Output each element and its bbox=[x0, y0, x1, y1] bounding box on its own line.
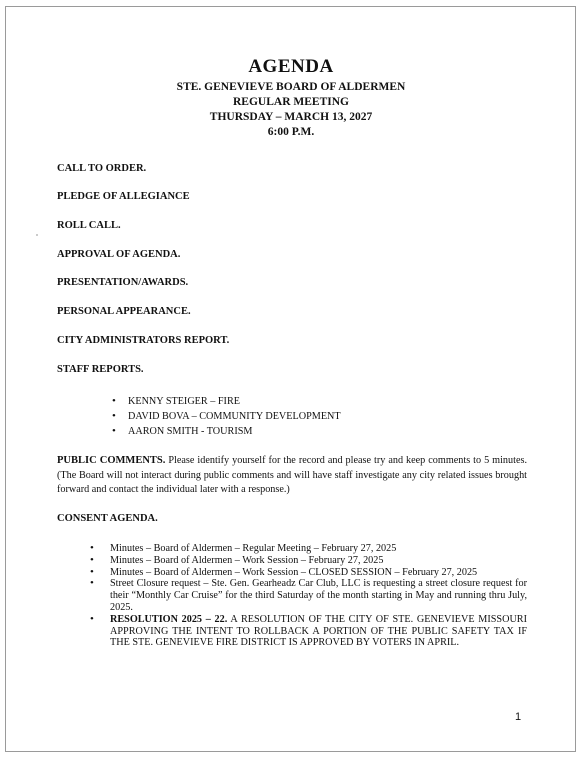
list-item: • DAVID BOVA – COMMUNITY DEVELOPMENT bbox=[100, 409, 341, 424]
board-name: STE. GENEVIEVE BOARD OF ALDERMEN bbox=[176, 81, 406, 93]
staff-reports-list bbox=[100, 394, 341, 439]
list-item: • Minutes – Board of Aldermen – Work Session – CLOSED SESSION – February 27, 2025 bbox=[85, 567, 527, 579]
meeting-date: THURSDAY – MARCH 13, 2027 bbox=[209, 111, 373, 123]
public-comments-label: PUBLIC COMMENTS. bbox=[57, 455, 166, 466]
public-comments-text: Please identify yourself for the record and please try and keep comments to 5 minutes. (The Board will not interact during public comments and will have staff investigate any city related issues brought forward and contact the individual later with a response.) bbox=[57, 455, 527, 496]
public-comments-paragraph bbox=[57, 454, 527, 498]
section-roll-call: ROLL CALL. bbox=[57, 220, 121, 231]
list-item: • AARON SMITH - TOURISM bbox=[100, 424, 341, 439]
list-item-resolution bbox=[85, 614, 527, 649]
list-item: • Minutes – Board of Aldermen – Regular Meeting – February 27, 2025 bbox=[85, 543, 527, 555]
scan-speck bbox=[36, 234, 38, 236]
list-item: • Minutes – Board of Aldermen – Work Session – February 27, 2025 bbox=[85, 555, 527, 567]
section-approval: APPROVAL OF AGENDA. bbox=[57, 249, 181, 260]
section-staff-reports: STAFF REPORTS. bbox=[57, 364, 144, 375]
agenda-title: AGENDA bbox=[248, 56, 334, 77]
section-presentation: PRESENTATION/AWARDS. bbox=[57, 277, 189, 288]
section-pledge: PLEDGE OF ALLEGIANCE bbox=[57, 191, 190, 202]
section-consent-agenda: CONSENT AGENDA. bbox=[57, 513, 158, 524]
section-personal-appearance: PERSONAL APPEARANCE. bbox=[57, 306, 191, 317]
page-number: 1 bbox=[515, 711, 522, 723]
meeting-type: REGULAR MEETING bbox=[233, 96, 349, 108]
section-city-admin-report: CITY ADMINISTRATORS REPORT. bbox=[57, 335, 230, 346]
list-item: • KENNY STEIGER – FIRE bbox=[100, 394, 341, 409]
consent-agenda-list bbox=[85, 543, 527, 649]
meeting-time: 6:00 P.M. bbox=[267, 126, 315, 138]
resolution-label: RESOLUTION 2025 – 22. bbox=[110, 613, 228, 625]
resolution-text: A RESOLUTION OF THE CITY OF STE. GENEVIEVE MISSOURI APPROVING THE INTENT TO ROLLBACK A PORTION OF THE PUBLIC SAFETY TAX IF THE STE. GENEVIEVE FIRE DISTRICT IS APPROVED BY VOTERS IN APRIL. bbox=[110, 613, 527, 649]
section-call-to-order: CALL TO ORDER. bbox=[57, 163, 147, 174]
list-item: • Street Closure request – Ste. Gen. Gearheadz Car Club, LLC is requesting a street closure request for their “Monthly Car Cruise” for the third Saturday of the month starting in May and running thru July, 2025. bbox=[85, 578, 527, 613]
